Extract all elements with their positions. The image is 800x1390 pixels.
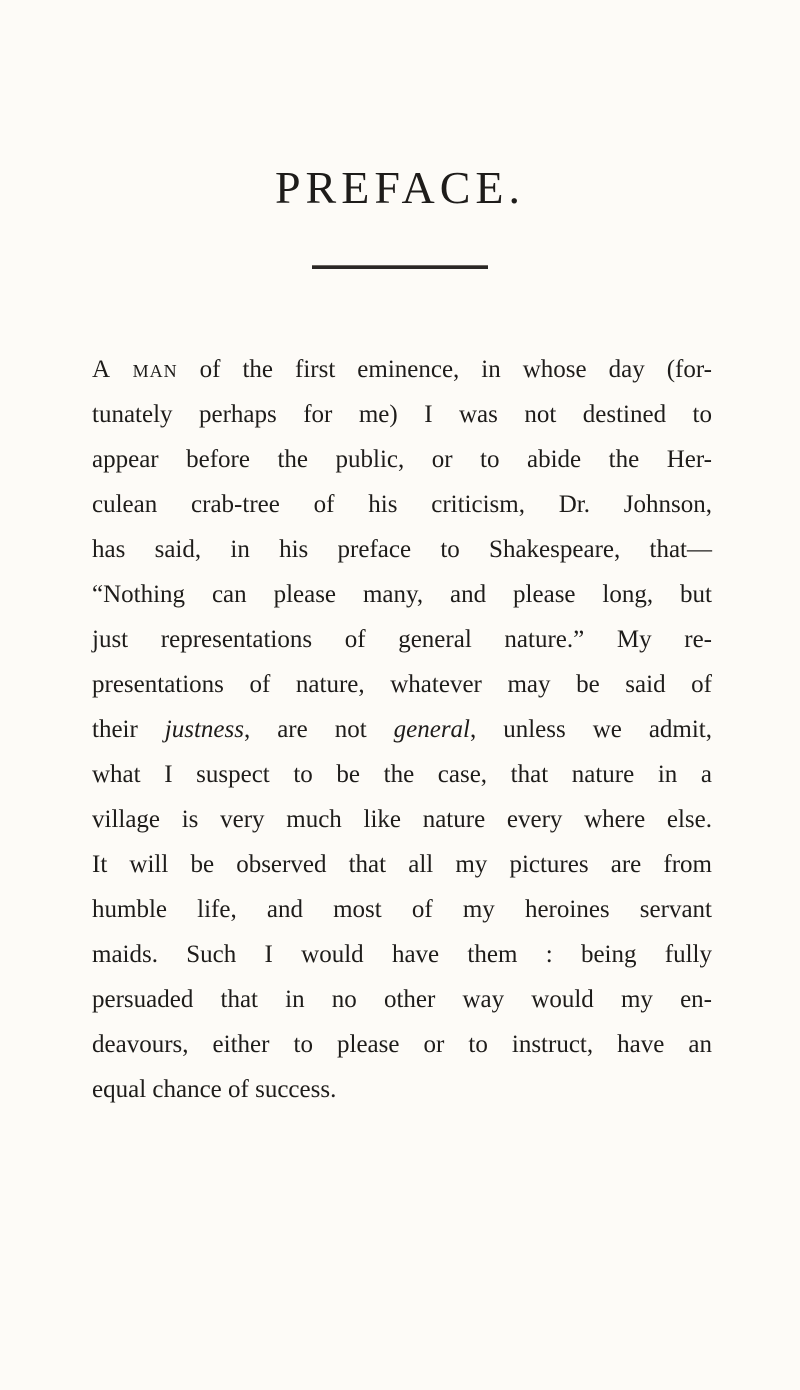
text-fragment: , unless we admit, xyxy=(470,716,712,743)
text-line: has said, in his preface to Shakespeare, that— xyxy=(92,536,712,563)
text-line-rest: of the first eminence, in whose day (for- xyxy=(177,356,712,383)
drop-lead: A man xyxy=(92,356,178,383)
text-line: what I suspect to be the case, that nature in a xyxy=(92,761,712,788)
text-line: just representations of general nature.” My re- xyxy=(92,626,712,653)
text-line xyxy=(92,707,712,752)
text-line-last: equal chance of success. xyxy=(92,1076,337,1103)
text-line: presentations of nature, whatever may be said of xyxy=(92,671,712,698)
text-line: deavours, either to please or to instruct, have an xyxy=(92,1031,712,1058)
text-line: persuaded that in no other way would my en- xyxy=(92,986,712,1013)
title-rule xyxy=(312,265,488,269)
text-line: “Nothing can please many, and please long, but xyxy=(92,581,712,608)
text-line xyxy=(92,347,712,392)
text-line: village is very much like nature every where else. xyxy=(92,806,712,833)
text-line: appear before the public, or to abide the Her- xyxy=(92,446,712,473)
page-title: PREFACE. xyxy=(274,162,526,213)
text-line: tunately perhaps for me) I was not destined to xyxy=(92,401,712,428)
text-line: humble life, and most of my heroines servant xyxy=(92,896,712,923)
text-line: It will be observed that all my pictures are from xyxy=(92,851,712,878)
italic-general: general xyxy=(393,716,470,743)
text-line: maids. Such I would have them : being fully xyxy=(92,941,712,968)
text-fragment: , are not xyxy=(243,716,394,743)
preface-paragraph xyxy=(92,347,712,1112)
italic-justness: justness xyxy=(164,716,244,743)
text-line: culean crab-tree of his criticism, Dr. Johnson, xyxy=(92,491,712,518)
text-fragment: their xyxy=(92,716,165,743)
